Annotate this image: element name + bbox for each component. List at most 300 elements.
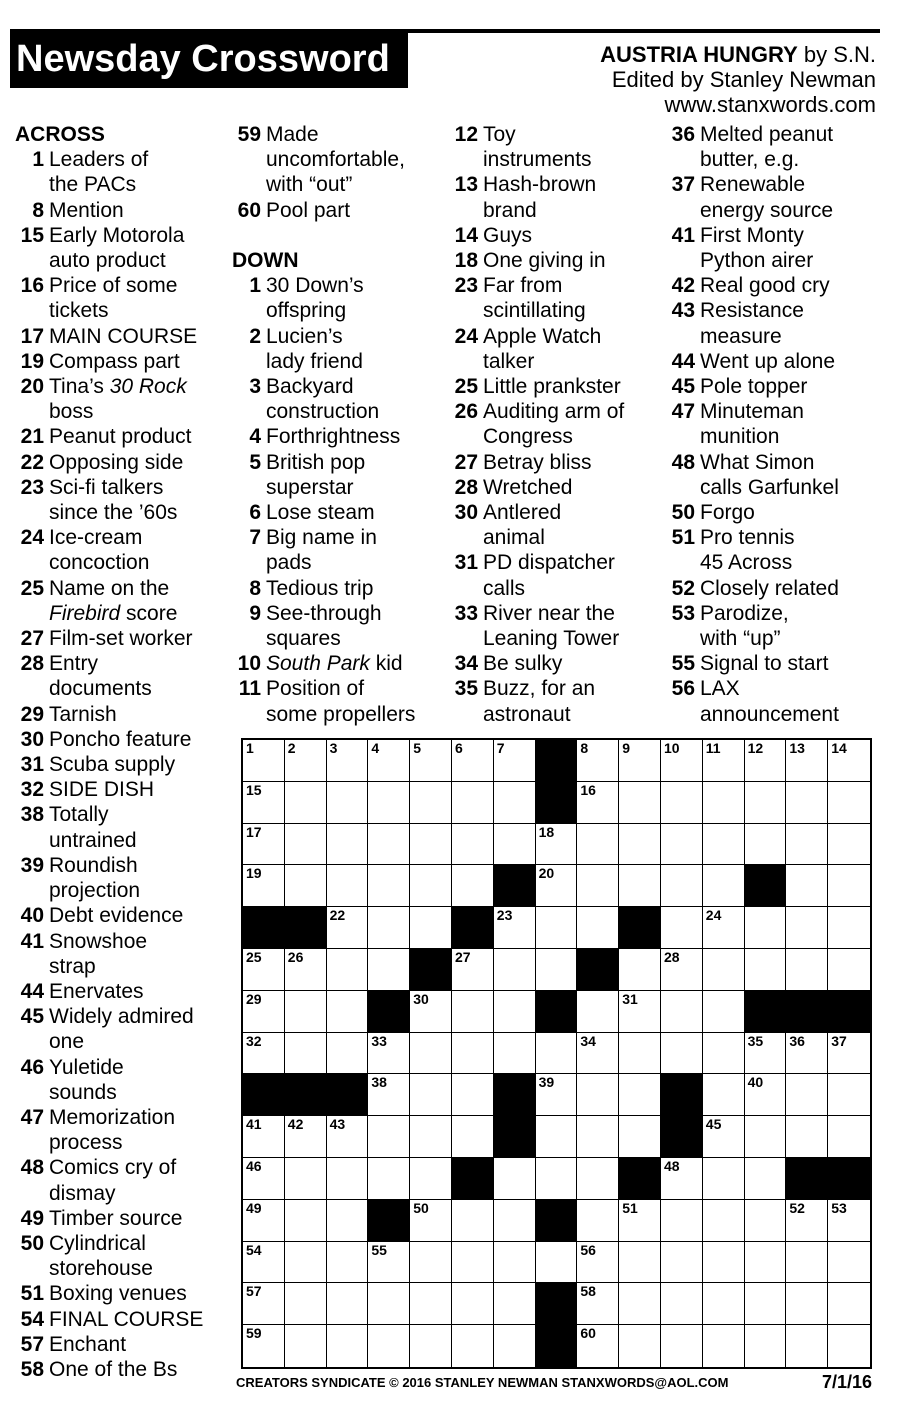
grid-cell[interactable] — [703, 1200, 745, 1242]
grid-cell[interactable] — [494, 740, 536, 782]
grid-cell[interactable] — [828, 782, 870, 824]
clue-number: 18 — [454, 249, 478, 273]
grid-cell[interactable] — [368, 1158, 410, 1200]
grid-cell[interactable] — [285, 1325, 327, 1367]
clue-number: 50 — [671, 501, 695, 525]
grid-cell[interactable] — [452, 1283, 494, 1325]
grid-cell[interactable] — [786, 949, 828, 991]
across-heading: ACROSS — [15, 123, 105, 146]
grid-cell[interactable] — [368, 1283, 410, 1325]
clue-number: 51 — [671, 526, 695, 550]
clue-number: 54 — [20, 1307, 44, 1331]
clue-number: 23 — [20, 475, 44, 499]
grid-cell[interactable] — [536, 1158, 578, 1200]
grid-cell[interactable] — [494, 1158, 536, 1200]
grid-cell[interactable] — [327, 824, 369, 866]
clue — [666, 525, 882, 575]
crossword-grid — [241, 738, 872, 1369]
grid-cell[interactable] — [410, 865, 452, 907]
grid-cell[interactable] — [828, 1283, 870, 1325]
black-square — [661, 1074, 703, 1116]
grid-cell[interactable] — [536, 907, 578, 949]
grid-cell[interactable] — [703, 1116, 745, 1158]
grid-cell[interactable] — [828, 1033, 870, 1075]
clue-text: Real good cry — [700, 274, 830, 298]
cell-number: 22 — [329, 907, 346, 924]
black-square — [536, 991, 578, 1033]
grid-cell[interactable] — [661, 782, 703, 824]
grid-cell[interactable] — [494, 949, 536, 991]
grid-cell[interactable] — [703, 949, 745, 991]
clue-text: Closely related — [700, 576, 839, 600]
grid-cell[interactable] — [745, 907, 787, 949]
grid-cell[interactable] — [243, 824, 285, 866]
grid-cell[interactable] — [452, 949, 494, 991]
grid-cell[interactable] — [661, 1283, 703, 1325]
grid-cell[interactable] — [577, 824, 619, 866]
grid-cell[interactable] — [745, 782, 787, 824]
clue-number: 4 — [249, 425, 261, 449]
grid-cell[interactable] — [243, 782, 285, 824]
grid-cell[interactable] — [368, 907, 410, 949]
cell-number: 40 — [747, 1074, 764, 1091]
grid-cell[interactable] — [494, 907, 536, 949]
grid-cell[interactable] — [452, 991, 494, 1033]
grid-cell[interactable] — [786, 1116, 828, 1158]
clue-number: 57 — [20, 1332, 44, 1356]
clue — [15, 727, 227, 752]
clue-number: 44 — [20, 979, 44, 1003]
grid-cell[interactable] — [368, 740, 410, 782]
black-square — [452, 907, 494, 949]
grid-cell[interactable] — [745, 1283, 787, 1325]
grid-cell[interactable] — [703, 1074, 745, 1116]
clue-number: 14 — [454, 223, 478, 247]
clue — [232, 450, 444, 500]
grid-cell[interactable] — [494, 1033, 536, 1075]
puzzle-date: 7/1/16 — [821, 1372, 872, 1392]
grid-cell[interactable] — [243, 949, 285, 991]
grid-cell[interactable] — [577, 1074, 619, 1116]
clue — [15, 1206, 227, 1231]
grid-cell[interactable] — [536, 1116, 578, 1158]
cell-number: 49 — [246, 1199, 262, 1216]
grid-cell[interactable] — [243, 1242, 285, 1284]
grid-cell[interactable] — [410, 824, 452, 866]
cell-number: 23 — [496, 907, 513, 924]
grid-cell[interactable] — [619, 782, 661, 824]
grid-cell[interactable] — [745, 1116, 787, 1158]
cell-number: 24 — [705, 907, 722, 924]
clue — [449, 122, 661, 172]
clue-text: Entry documents — [49, 652, 152, 701]
grid-cell[interactable] — [619, 865, 661, 907]
clue — [449, 601, 661, 651]
grid-cell[interactable] — [828, 1074, 870, 1116]
grid-cell[interactable] — [828, 824, 870, 866]
clue-text: Comics cry of dismay — [49, 1156, 177, 1205]
grid-cell[interactable] — [703, 782, 745, 824]
clue — [666, 399, 882, 449]
grid-cell[interactable] — [745, 740, 787, 782]
grid-cell[interactable] — [410, 1158, 452, 1200]
grid-cell[interactable] — [285, 1116, 327, 1158]
grid-cell[interactable] — [619, 1283, 661, 1325]
grid-cell[interactable] — [327, 949, 369, 991]
cell-number: 34 — [580, 1032, 596, 1049]
clue-text: Pro tennis 45 Across — [700, 526, 795, 575]
grid-cell[interactable] — [745, 949, 787, 991]
cell-number: 30 — [413, 990, 429, 1007]
clue-number: 60 — [237, 198, 261, 222]
grid-cell[interactable] — [285, 1158, 327, 1200]
grid-cell[interactable] — [285, 824, 327, 866]
clue — [666, 122, 882, 172]
cell-number: 18 — [538, 823, 555, 840]
clue-text: LAX announcement — [700, 677, 839, 726]
grid-cell[interactable] — [243, 1283, 285, 1325]
grid-cell[interactable] — [577, 1158, 619, 1200]
grid-cell[interactable] — [786, 907, 828, 949]
grid-cell[interactable] — [327, 1158, 369, 1200]
grid-cell[interactable] — [452, 1200, 494, 1242]
grid-cell[interactable] — [577, 1033, 619, 1075]
grid-cell[interactable] — [745, 1033, 787, 1075]
grid-cell[interactable] — [285, 740, 327, 782]
grid-cell[interactable] — [661, 1242, 703, 1284]
cell-number: 50 — [413, 1199, 429, 1216]
clue-number: 49 — [20, 1206, 44, 1230]
grid-cell[interactable] — [745, 1242, 787, 1284]
grid-cell[interactable] — [243, 865, 285, 907]
black-square — [745, 991, 787, 1033]
grid-cell[interactable] — [577, 907, 619, 949]
clue — [666, 298, 882, 348]
grid-cell[interactable] — [410, 782, 452, 824]
grid-cell[interactable] — [661, 740, 703, 782]
grid-cell[interactable] — [828, 907, 870, 949]
grid-cell[interactable] — [368, 1116, 410, 1158]
grid-cell[interactable] — [368, 1242, 410, 1284]
grid-cell[interactable] — [536, 824, 578, 866]
grid-cell[interactable] — [368, 1325, 410, 1367]
grid-cell[interactable] — [452, 1074, 494, 1116]
grid-cell[interactable] — [452, 782, 494, 824]
grid-cell[interactable] — [410, 740, 452, 782]
clue-number: 43 — [671, 299, 695, 323]
cell-number: 33 — [371, 1032, 387, 1049]
grid-cell[interactable] — [327, 1242, 369, 1284]
grid-cell[interactable] — [410, 1074, 452, 1116]
clue-number: 31 — [454, 551, 478, 575]
grid-cell[interactable] — [619, 1074, 661, 1116]
grid-cell[interactable] — [410, 1200, 452, 1242]
grid-cell[interactable] — [368, 865, 410, 907]
grid-cell[interactable] — [786, 1325, 828, 1367]
grid-cell[interactable] — [327, 740, 369, 782]
clue-text: Position of some propellers — [266, 677, 416, 726]
grid-cell[interactable] — [494, 1283, 536, 1325]
clue — [449, 399, 661, 449]
grid-cell[interactable] — [703, 1158, 745, 1200]
grid-cell[interactable] — [285, 991, 327, 1033]
grid-cell[interactable] — [452, 865, 494, 907]
clue — [449, 676, 661, 726]
grid-cell[interactable] — [786, 782, 828, 824]
grid-cell[interactable] — [327, 1283, 369, 1325]
grid-cell[interactable] — [577, 1200, 619, 1242]
clue-number: 44 — [671, 349, 695, 373]
grid-cell[interactable] — [536, 865, 578, 907]
grid-cell[interactable] — [703, 1242, 745, 1284]
clue-number: 41 — [671, 223, 695, 247]
clue — [15, 1281, 227, 1306]
grid-cell[interactable] — [703, 865, 745, 907]
grid-cell[interactable] — [410, 907, 452, 949]
grid-cell[interactable] — [410, 1033, 452, 1075]
black-square — [494, 1116, 536, 1158]
grid-cell[interactable] — [368, 949, 410, 991]
black-square — [410, 949, 452, 991]
grid-cell[interactable] — [327, 865, 369, 907]
grid-cell[interactable] — [494, 1242, 536, 1284]
grid-cell[interactable] — [452, 1325, 494, 1367]
cell-number: 21 — [747, 865, 764, 882]
clue-text: Renewable energy source — [700, 173, 834, 222]
grid-cell[interactable] — [368, 824, 410, 866]
grid-cell[interactable] — [494, 991, 536, 1033]
clue — [15, 929, 227, 979]
grid-cell[interactable] — [828, 1242, 870, 1284]
grid-cell[interactable] — [368, 1033, 410, 1075]
grid-cell[interactable] — [745, 1200, 787, 1242]
grid-cell[interactable] — [410, 991, 452, 1033]
clue-column-4 — [666, 122, 882, 727]
grid-cell[interactable] — [536, 1033, 578, 1075]
grid-cell[interactable] — [243, 1158, 285, 1200]
grid-cell[interactable] — [285, 1033, 327, 1075]
grid-cell[interactable] — [661, 824, 703, 866]
clue-number: 39 — [20, 853, 44, 877]
grid-cell[interactable] — [786, 1283, 828, 1325]
grid-cell[interactable] — [703, 824, 745, 866]
clue-number: 42 — [671, 274, 695, 298]
grid-cell[interactable] — [577, 991, 619, 1033]
grid-cell[interactable] — [368, 1074, 410, 1116]
clue-number: 47 — [671, 400, 695, 424]
grid-cell[interactable] — [619, 1033, 661, 1075]
grid-cell[interactable] — [619, 1325, 661, 1367]
grid-cell[interactable] — [619, 1200, 661, 1242]
grid-cell[interactable] — [745, 824, 787, 866]
clue — [666, 450, 882, 500]
grid-cell[interactable] — [661, 865, 703, 907]
grid-cell[interactable] — [243, 1200, 285, 1242]
grid-cell[interactable] — [703, 907, 745, 949]
clue-number: 34 — [454, 652, 478, 676]
grid-cell[interactable] — [577, 1325, 619, 1367]
down-heading: DOWN — [232, 249, 299, 272]
cell-number: 53 — [831, 1199, 847, 1216]
grid-cell[interactable] — [786, 824, 828, 866]
grid-cell[interactable] — [577, 1242, 619, 1284]
clue-text: Forthrightness — [266, 425, 401, 449]
grid-cell[interactable] — [661, 1200, 703, 1242]
grid-cell[interactable] — [786, 1242, 828, 1284]
grid-cell[interactable] — [285, 949, 327, 991]
grid-cell[interactable] — [619, 1116, 661, 1158]
clue-text: Name on the Firebird score — [49, 576, 178, 625]
clue — [15, 702, 227, 727]
grid-cell[interactable] — [577, 1116, 619, 1158]
grid-cell[interactable] — [661, 1325, 703, 1367]
grid-cell[interactable] — [619, 740, 661, 782]
grid-cell[interactable] — [327, 1325, 369, 1367]
grid-cell[interactable] — [577, 865, 619, 907]
clue-text: Buzz, for an astronaut — [483, 677, 596, 726]
grid-cell[interactable] — [703, 740, 745, 782]
grid-cell[interactable] — [786, 1033, 828, 1075]
clue — [15, 903, 227, 928]
grid-cell[interactable] — [285, 1242, 327, 1284]
grid-cell[interactable] — [828, 865, 870, 907]
clue-number: 7 — [249, 526, 261, 550]
grid-cell[interactable] — [661, 1158, 703, 1200]
grid-cell[interactable] — [452, 740, 494, 782]
grid-cell[interactable] — [410, 1283, 452, 1325]
grid-cell[interactable] — [327, 782, 369, 824]
grid-cell[interactable] — [661, 1033, 703, 1075]
grid-cell[interactable] — [452, 1242, 494, 1284]
clue-number: 59 — [237, 123, 261, 146]
grid-cell[interactable] — [828, 1116, 870, 1158]
grid-cell[interactable] — [619, 991, 661, 1033]
grid-cell[interactable] — [243, 1116, 285, 1158]
cell-number: 39 — [538, 1074, 555, 1091]
clue-text: One giving in — [483, 249, 606, 273]
grid-cell[interactable] — [786, 1200, 828, 1242]
clue-number: 21 — [20, 425, 44, 449]
grid-cell[interactable] — [703, 1283, 745, 1325]
grid-cell[interactable] — [452, 824, 494, 866]
grid-cell[interactable] — [494, 824, 536, 866]
grid-cell[interactable] — [661, 991, 703, 1033]
grid-cell[interactable] — [703, 991, 745, 1033]
grid-cell[interactable] — [619, 1242, 661, 1284]
grid-cell[interactable] — [661, 949, 703, 991]
black-square — [536, 1325, 578, 1367]
grid-cell[interactable] — [703, 1325, 745, 1367]
clue-text: Antlered animal — [483, 501, 562, 550]
grid-cell[interactable] — [285, 865, 327, 907]
grid-cell[interactable] — [745, 1158, 787, 1200]
clue-text: Peanut product — [49, 425, 192, 449]
grid-cell[interactable] — [828, 1200, 870, 1242]
clue-number: 27 — [20, 627, 44, 651]
grid-cell[interactable] — [368, 782, 410, 824]
cell-number: 32 — [246, 1032, 262, 1049]
grid-cell[interactable] — [452, 1033, 494, 1075]
grid-cell[interactable] — [327, 907, 369, 949]
cell-number: 8 — [580, 740, 589, 756]
clue-number: 50 — [20, 1231, 44, 1255]
grid-cell[interactable] — [452, 1116, 494, 1158]
cell-number: 5 — [413, 740, 421, 756]
clue-text: Poncho feature — [49, 727, 192, 751]
grid-cell[interactable] — [243, 991, 285, 1033]
grid-cell[interactable] — [285, 1283, 327, 1325]
grid-cell[interactable] — [327, 991, 369, 1033]
grid-cell[interactable] — [786, 740, 828, 782]
grid-cell[interactable] — [577, 1283, 619, 1325]
grid-cell[interactable] — [536, 1074, 578, 1116]
grid-cell[interactable] — [327, 1033, 369, 1075]
grid-cell[interactable] — [786, 1074, 828, 1116]
grid-cell[interactable] — [285, 782, 327, 824]
clue — [449, 475, 661, 500]
grid-cell[interactable] — [619, 949, 661, 991]
cell-number: 28 — [663, 948, 680, 965]
black-square — [368, 1200, 410, 1242]
cell-number: 51 — [622, 1199, 638, 1216]
grid-cell[interactable] — [410, 1325, 452, 1367]
clue-number: 48 — [671, 450, 695, 474]
grid-cell[interactable] — [828, 740, 870, 782]
grid-cell[interactable] — [661, 907, 703, 949]
grid-cell[interactable] — [828, 1325, 870, 1367]
clue — [15, 198, 227, 223]
grid-cell[interactable] — [828, 949, 870, 991]
grid-cell[interactable] — [410, 1116, 452, 1158]
grid-cell[interactable] — [243, 1033, 285, 1075]
clue-number: 35 — [454, 677, 478, 701]
grid-cell[interactable] — [745, 1325, 787, 1367]
grid-cell[interactable] — [243, 740, 285, 782]
clue-text: Mention — [49, 198, 124, 222]
grid-cell[interactable] — [494, 1200, 536, 1242]
grid-cell[interactable] — [285, 1200, 327, 1242]
clue — [666, 172, 882, 222]
grid-cell[interactable] — [327, 1116, 369, 1158]
black-square — [745, 865, 787, 907]
grid-cell[interactable] — [494, 1325, 536, 1367]
clue-text: Parodize, with “up” — [700, 601, 789, 651]
clue-number: 20 — [20, 375, 44, 399]
grid-cell[interactable] — [536, 949, 578, 991]
clue-number: 9 — [249, 601, 261, 625]
clue — [449, 223, 661, 248]
grid-cell[interactable] — [494, 782, 536, 824]
clue-number: 48 — [20, 1156, 44, 1180]
grid-cell[interactable] — [619, 824, 661, 866]
clue — [449, 651, 661, 676]
grid-cell[interactable] — [536, 1242, 578, 1284]
grid-cell[interactable] — [327, 1200, 369, 1242]
grid-cell[interactable] — [786, 865, 828, 907]
grid-cell[interactable] — [703, 1033, 745, 1075]
clue-number: 52 — [671, 576, 695, 600]
grid-cell[interactable] — [577, 740, 619, 782]
grid-cell[interactable] — [577, 782, 619, 824]
clue — [666, 676, 882, 726]
clue-number: 55 — [671, 652, 695, 676]
clue-text: Forgo — [700, 501, 755, 525]
grid-cell[interactable] — [745, 1074, 787, 1116]
grid-cell[interactable] — [410, 1242, 452, 1284]
cell-number: 58 — [580, 1283, 596, 1300]
clue-number: 24 — [454, 324, 478, 348]
grid-cell[interactable] — [243, 1325, 285, 1367]
